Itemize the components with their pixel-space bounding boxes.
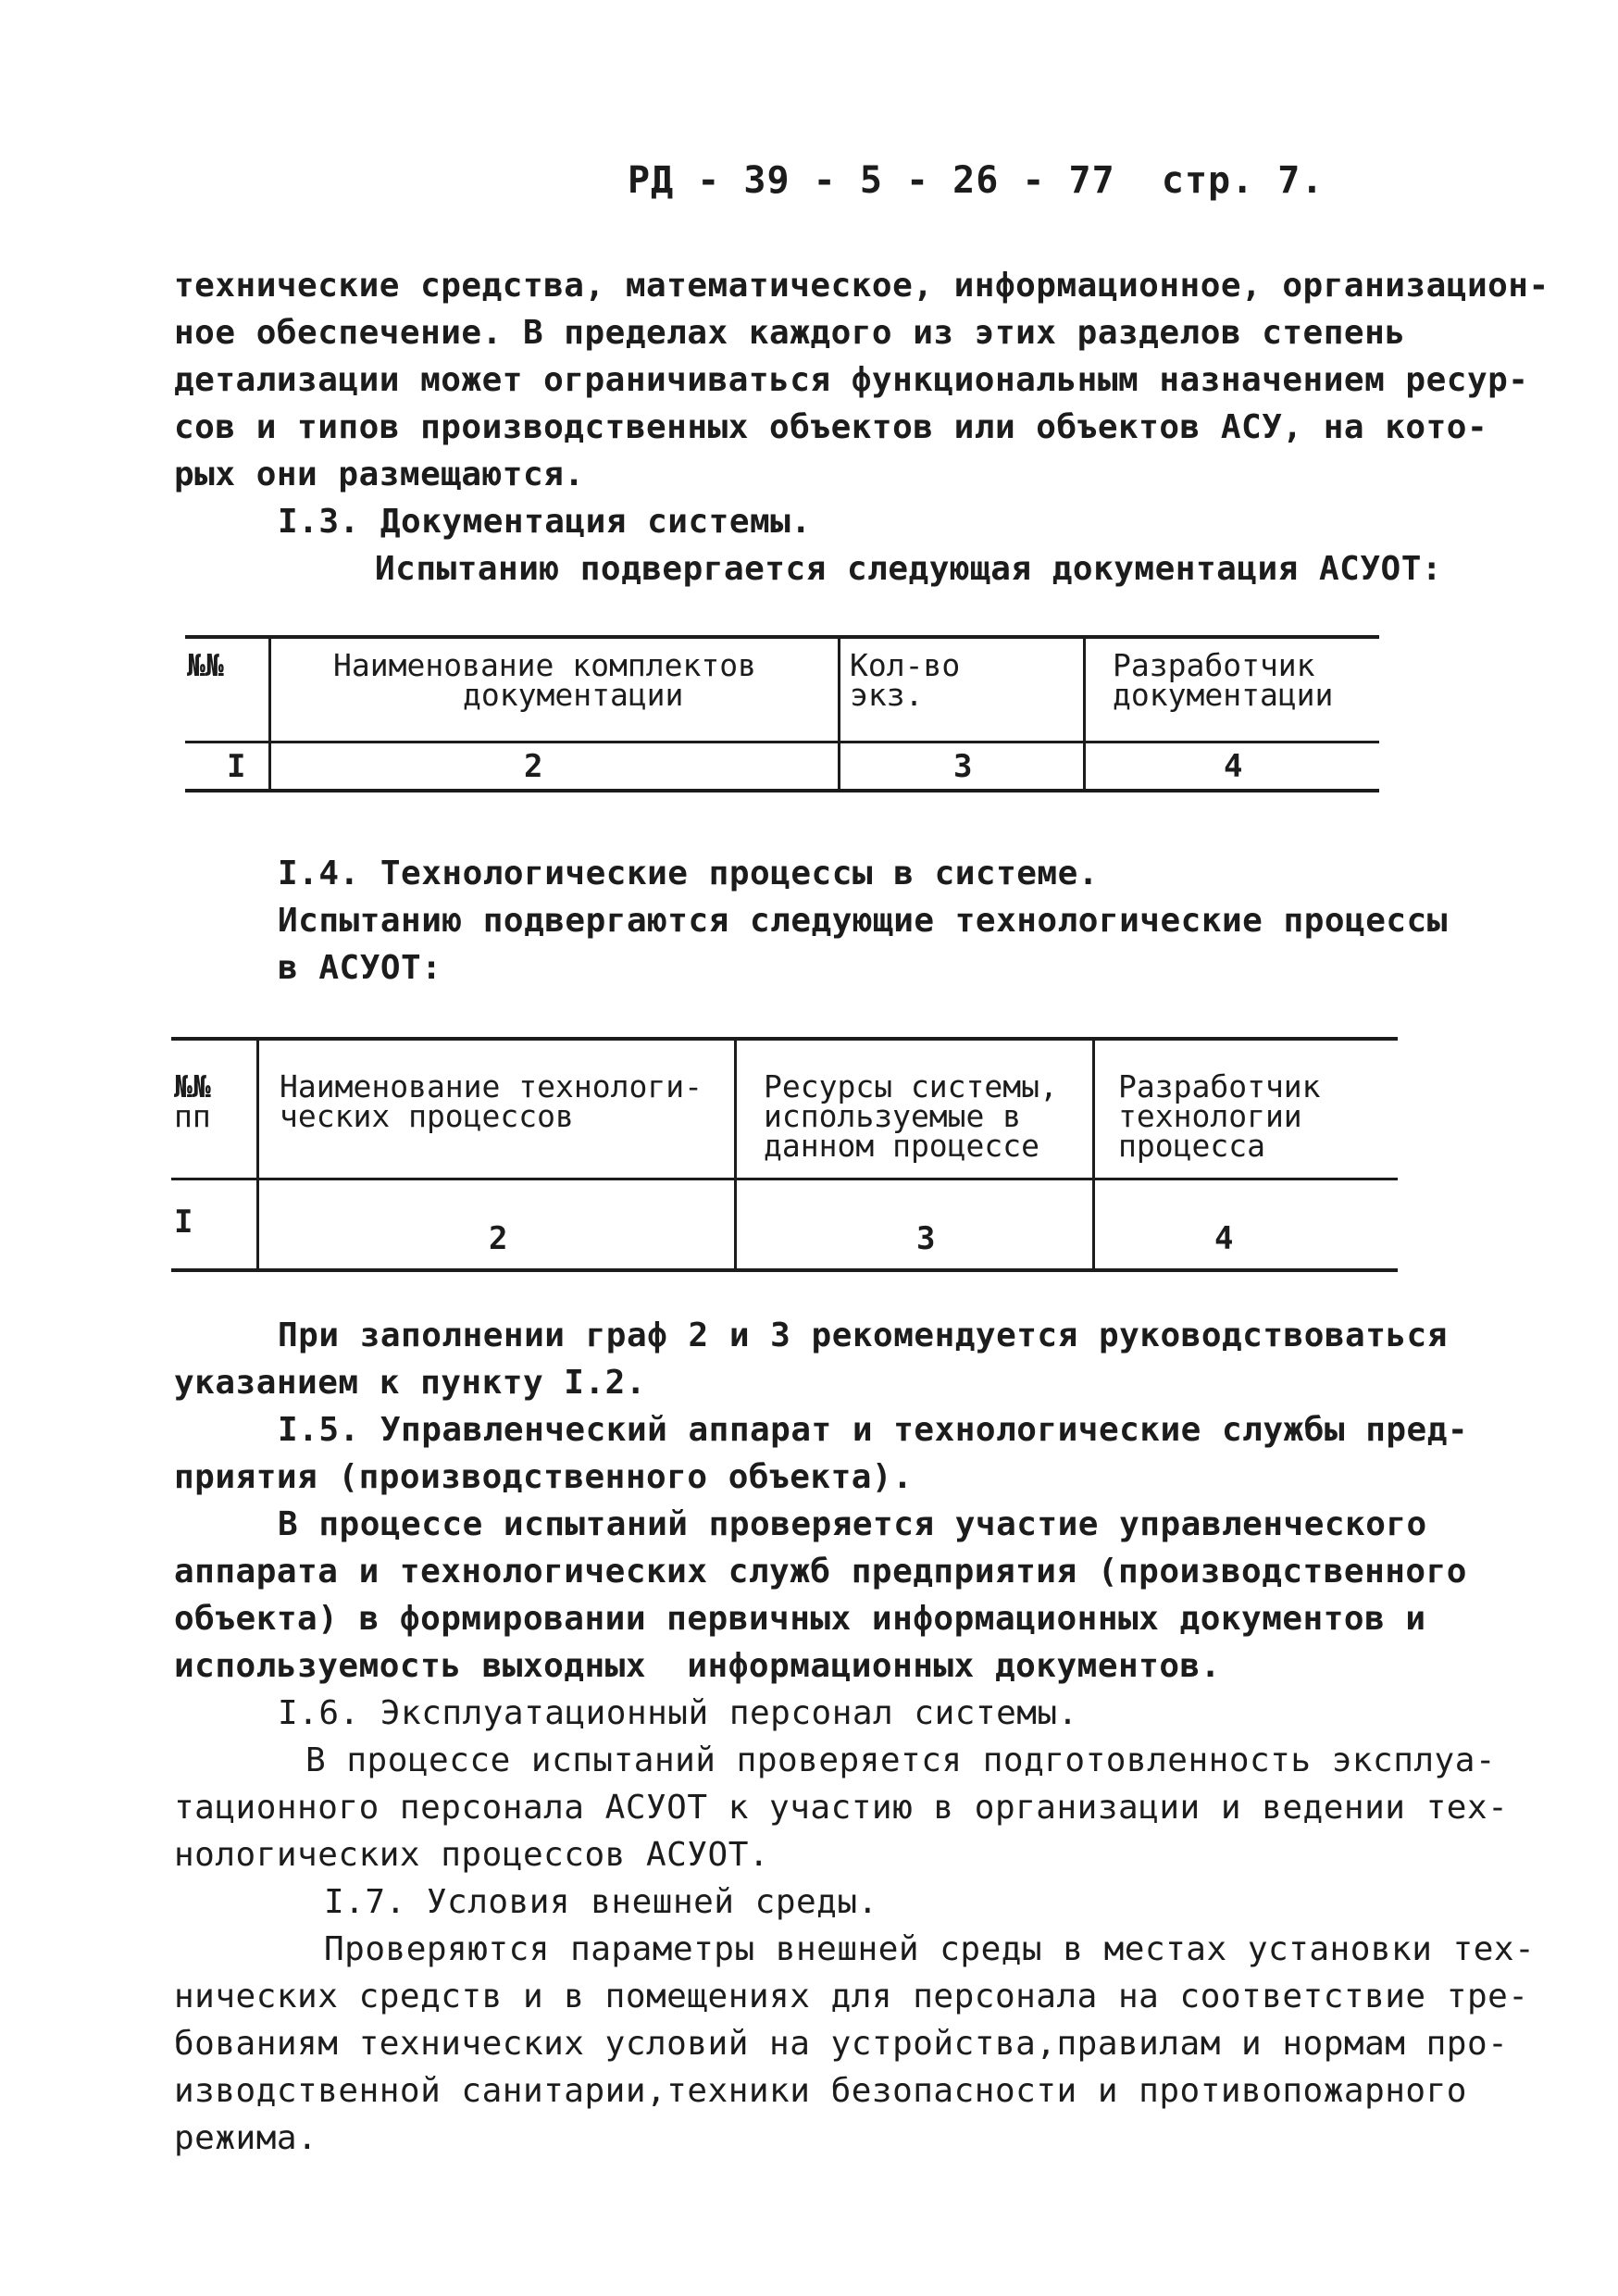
table1-header-dev-line-1: Разработчик — [1113, 647, 1315, 683]
section-1-4-intro-line-2: в АСУОТ: — [278, 949, 442, 987]
section-1-3-title: I.3. Документация системы. — [278, 503, 812, 541]
page-header: РД - 39 - 5 - 26 - 77 стр. 7. — [628, 159, 1325, 202]
table1-col-number-3: 3 — [953, 748, 973, 785]
table1-header-name-line-1: Наименование комплектов — [333, 647, 756, 683]
section-1-5-text-line-4: используемость выходных информационных документов. — [174, 1647, 1221, 1685]
table2-header-dev-line-3: процесса — [1118, 1128, 1265, 1164]
section-1-4-title: I.4. Технологические процессы в системе. — [278, 855, 1099, 892]
table2-col-number-1: I — [174, 1204, 193, 1241]
table2-col-number-3: 3 — [916, 1220, 936, 1257]
section-1-5-title-line-2: приятия (производственного объекта). — [174, 1458, 914, 1496]
section-1-7-text-line-2: нических средств и в помещениях для персонала на соответствие тре- — [174, 1978, 1529, 2015]
table1-col-number-4: 4 — [1224, 748, 1243, 785]
section-1-5-text-line-1: В процессе испытаний проверяется участие управленческого — [278, 1505, 1427, 1543]
table2-header-resources-line-1: Ресурсы системы, — [764, 1068, 1058, 1104]
section-1-6-text-line-2: тационного персонала АСУОТ к участию в организации и ведении тех- — [174, 1789, 1509, 1827]
section-1-3-intro: Испытанию подвергается следующая документация АСУОТ: — [375, 550, 1443, 588]
section-1-5-title-line-1: I.5. Управленческий аппарат и технологические службы пред- — [278, 1411, 1469, 1449]
table2-header-name-line-2: ческих процессов — [280, 1098, 574, 1134]
para1-line-2: ное обеспечение. В пределах каждого из этих разделов степень — [174, 314, 1406, 352]
table2-header-dev-line-1: Разработчик — [1118, 1068, 1321, 1104]
table1-header-name-line-2: документации — [463, 677, 684, 713]
table1-header-qty-line-1: Кол-во — [850, 647, 961, 683]
table2-col-number-4: 4 — [1214, 1220, 1234, 1257]
para1-line-3: детализации может ограничиваться функциональным назначением ресур- — [174, 361, 1529, 399]
table2-header-name-line-1: Наименование технологи- — [280, 1068, 703, 1104]
section-1-7-text-line-5: режима. — [174, 2119, 318, 2157]
table1-col-number-2: 2 — [524, 748, 543, 785]
section-1-6-title: I.6. Эксплуатационный персонал системы. — [278, 1694, 1078, 1732]
section-1-7-title: I.7. Условия внешней среды. — [324, 1883, 878, 1921]
section-1-6-text-line-1: В процессе испытаний проверяется подготовленность эксплуа- — [305, 1741, 1497, 1779]
table2-header-resources-line-2: используемые в — [764, 1098, 1022, 1134]
section-1-5-text-line-3: объекта) в формировании первичных информационных документов и — [174, 1600, 1426, 1638]
table2-col-number-2: 2 — [489, 1220, 508, 1257]
table2-header-number-line-1: №№ — [174, 1068, 211, 1104]
table2-header-number-line-2: пп — [174, 1098, 211, 1134]
table1-header-qty-line-2: экз. — [850, 677, 924, 713]
section-1-7-text-line-4: изводственной санитарии,техники безопасности и противопожарного — [174, 2072, 1467, 2110]
table1-header-dev-line-2: документации — [1113, 677, 1334, 713]
table1-header-number: №№ — [187, 647, 224, 683]
section-1-5-text-line-2: аппарата и технологических служб предприятия (производственного — [174, 1553, 1467, 1591]
section-1-7-text-line-1: Проверяются параметры внешней среды в местах установки тех- — [324, 1930, 1536, 1968]
section-1-4-intro-line-1: Испытанию подвергаются следующие технологические процессы — [278, 902, 1448, 940]
para1-line-4: сов и типов производственных объектов или объектов АСУ, на кото- — [174, 408, 1488, 446]
table2-header-resources-line-3: данном процессе — [764, 1128, 1040, 1164]
fill-note-line-2: указанием к пункту I.2. — [174, 1364, 646, 1402]
table1-col-number-1: I — [227, 748, 246, 785]
para1-line-5: рых они размещаются. — [174, 455, 585, 493]
fill-note-line-1: При заполнении граф 2 и 3 рекомендуется руководствоваться — [278, 1316, 1448, 1354]
section-1-6-text-line-3: нологических процессов АСУОТ. — [174, 1836, 770, 1874]
table2-header-dev-line-2: технологии — [1118, 1098, 1302, 1134]
section-1-7-text-line-3: бованиям технических условий на устройства,правилам и нормам про- — [174, 2025, 1509, 2063]
para1-line-1: технические средства, математическое, информационное, организацион- — [174, 267, 1550, 305]
